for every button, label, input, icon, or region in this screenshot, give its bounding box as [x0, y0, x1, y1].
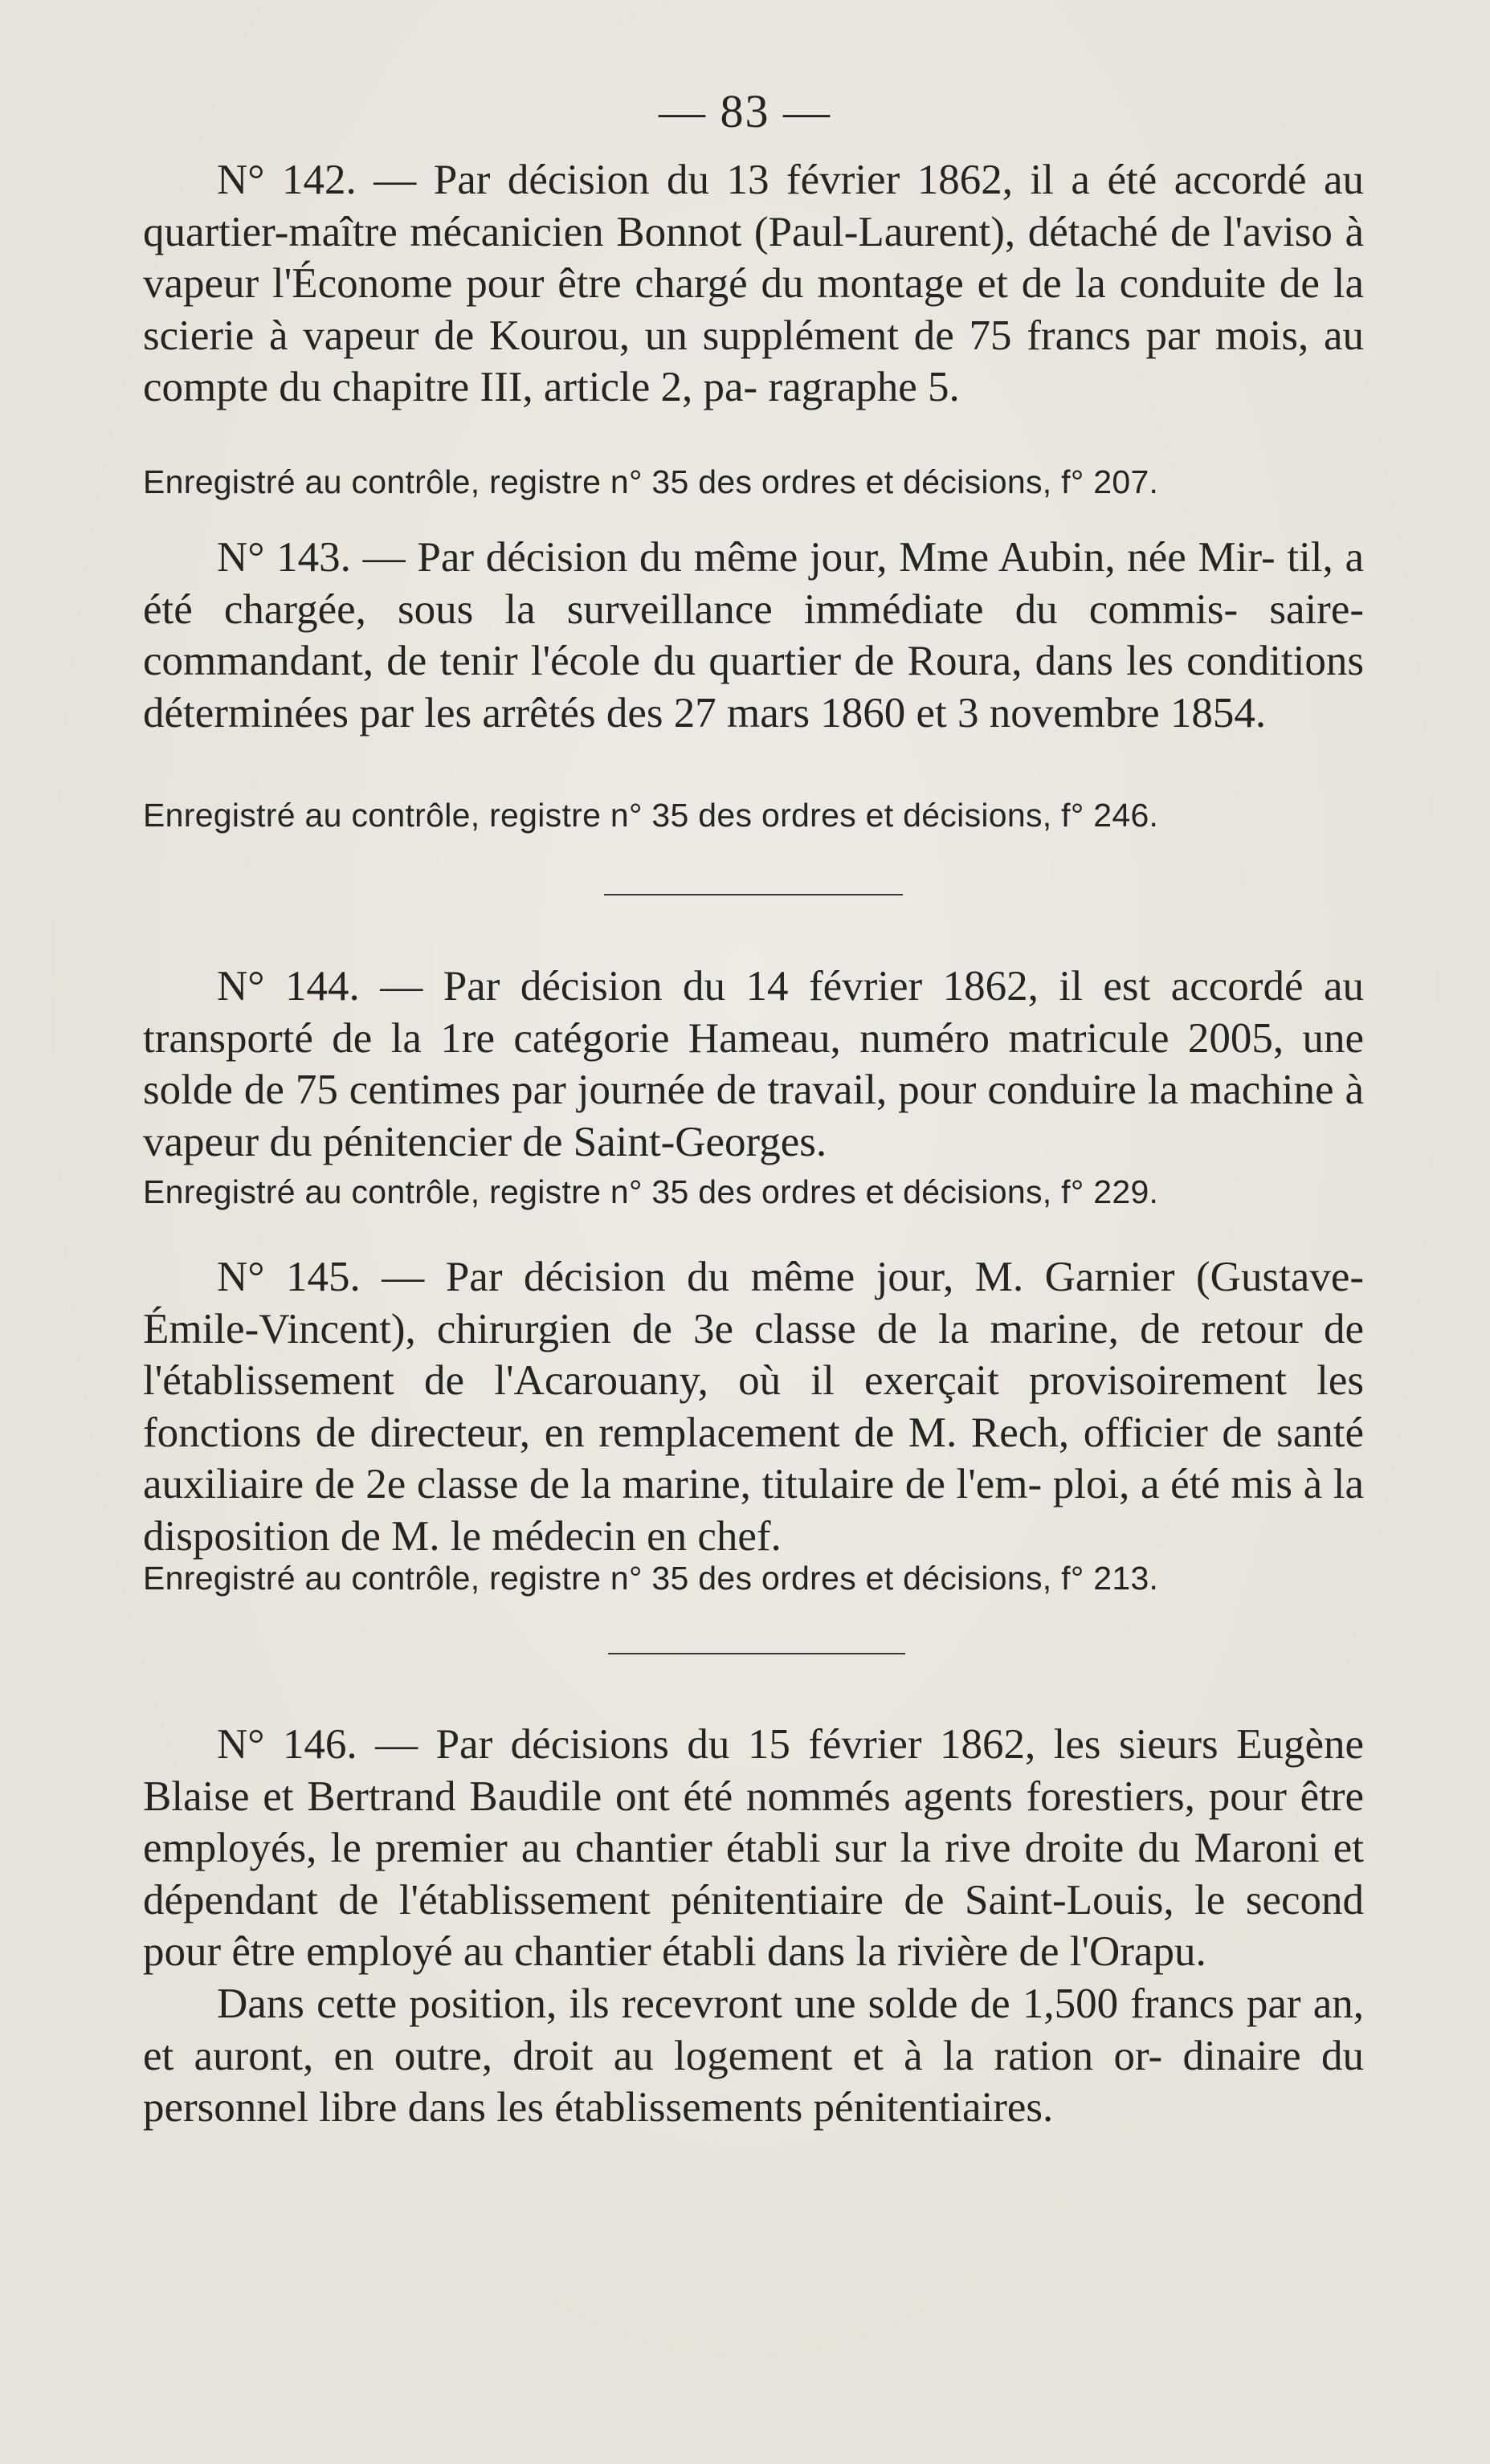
entry-142 [143, 154, 1364, 414]
entry-142-registration: Enregistré au contrôle, registre n° 35 des ordres et décisions, f° 207. [143, 463, 1159, 500]
entry-146-continuation: Dans cette position, ils recevront une solde de 1,500 francs par an, et auront, en outre, droit au logement et à la ration or- dinaire du personnel libre dans les établissements pénitentiaires. [143, 1980, 1364, 2132]
section-divider [604, 894, 903, 895]
entry-146 [143, 1719, 1364, 2134]
entry-144-registration: Enregistré au contrôle, registre n° 35 des ordres et décisions, f° 229. [143, 1173, 1159, 1210]
entry-144 [143, 961, 1364, 1168]
entry-145-text: N° 145. — Par décision du même jour, M. Garnier (Gustave- Émile-Vincent), chirurgien de 3e classe de la marine, de retour de l'établissement de l'Acarouany, où il exerçait provisoirement les fonctions de directeur, en remplacement de M. Rech, officier de santé auxiliaire de 2e classe de la marine, titulaire de l'em- ploi, a été mis à la disposition de M. le médecin en chef. [143, 1254, 1365, 1560]
entry-143 [143, 532, 1364, 739]
entry-145-registration: Enregistré au contrôle, registre n° 35 des ordres et décisions, f° 213. [143, 1560, 1159, 1597]
entry-145 [143, 1251, 1364, 1563]
section-divider [608, 1653, 905, 1654]
page-number: — 83 — [659, 85, 831, 137]
entry-146-text: N° 146. — Par décisions du 15 février 1862, les sieurs Eugène Blaise et Bertrand Baudile ont été nommés agents forestiers, pour être employés, le premier au chantier établi sur la rive droite du Maroni et dépendant de l'établissement pénitentiaire de Saint-Louis, le second pour être employé au chantier établi dans la rivière de l'Orapu. [143, 1721, 1365, 1976]
entry-142-text: N° 142. — Par décision du 13 février 1862, il a été accordé au quartier-maître mécanicien Bonnot (Paul-Laurent), détaché de l'aviso à vapeur l'Économe pour être chargé du montage et de la conduite de la scierie à vapeur de Kourou, un supplément de 75 francs par mois, au compte du chapitre III, article 2, pa- ragraphe 5. [143, 157, 1364, 411]
entry-143-text: N° 143. — Par décision du même jour, Mme Aubin, née Mir- til, a été chargée, sous la surveillance immédiate du commis- saire-commandant, de tenir l'école du quartier de Roura, dans les conditions déterminées par les arrêtés des 27 mars 1860 et 3 novembre 1854. [143, 534, 1365, 736]
entry-144-text: N° 144. — Par décision du 14 février 1862, il est accordé au transporté de la 1re catégorie Hameau, numéro matricule 2005, une solde de 75 centimes par journée de travail, pour conduire la machine à vapeur du pénitencier de Saint-Georges. [143, 963, 1365, 1165]
entry-143-registration: Enregistré au contrôle, registre n° 35 des ordres et décisions, f° 246. [143, 797, 1159, 834]
